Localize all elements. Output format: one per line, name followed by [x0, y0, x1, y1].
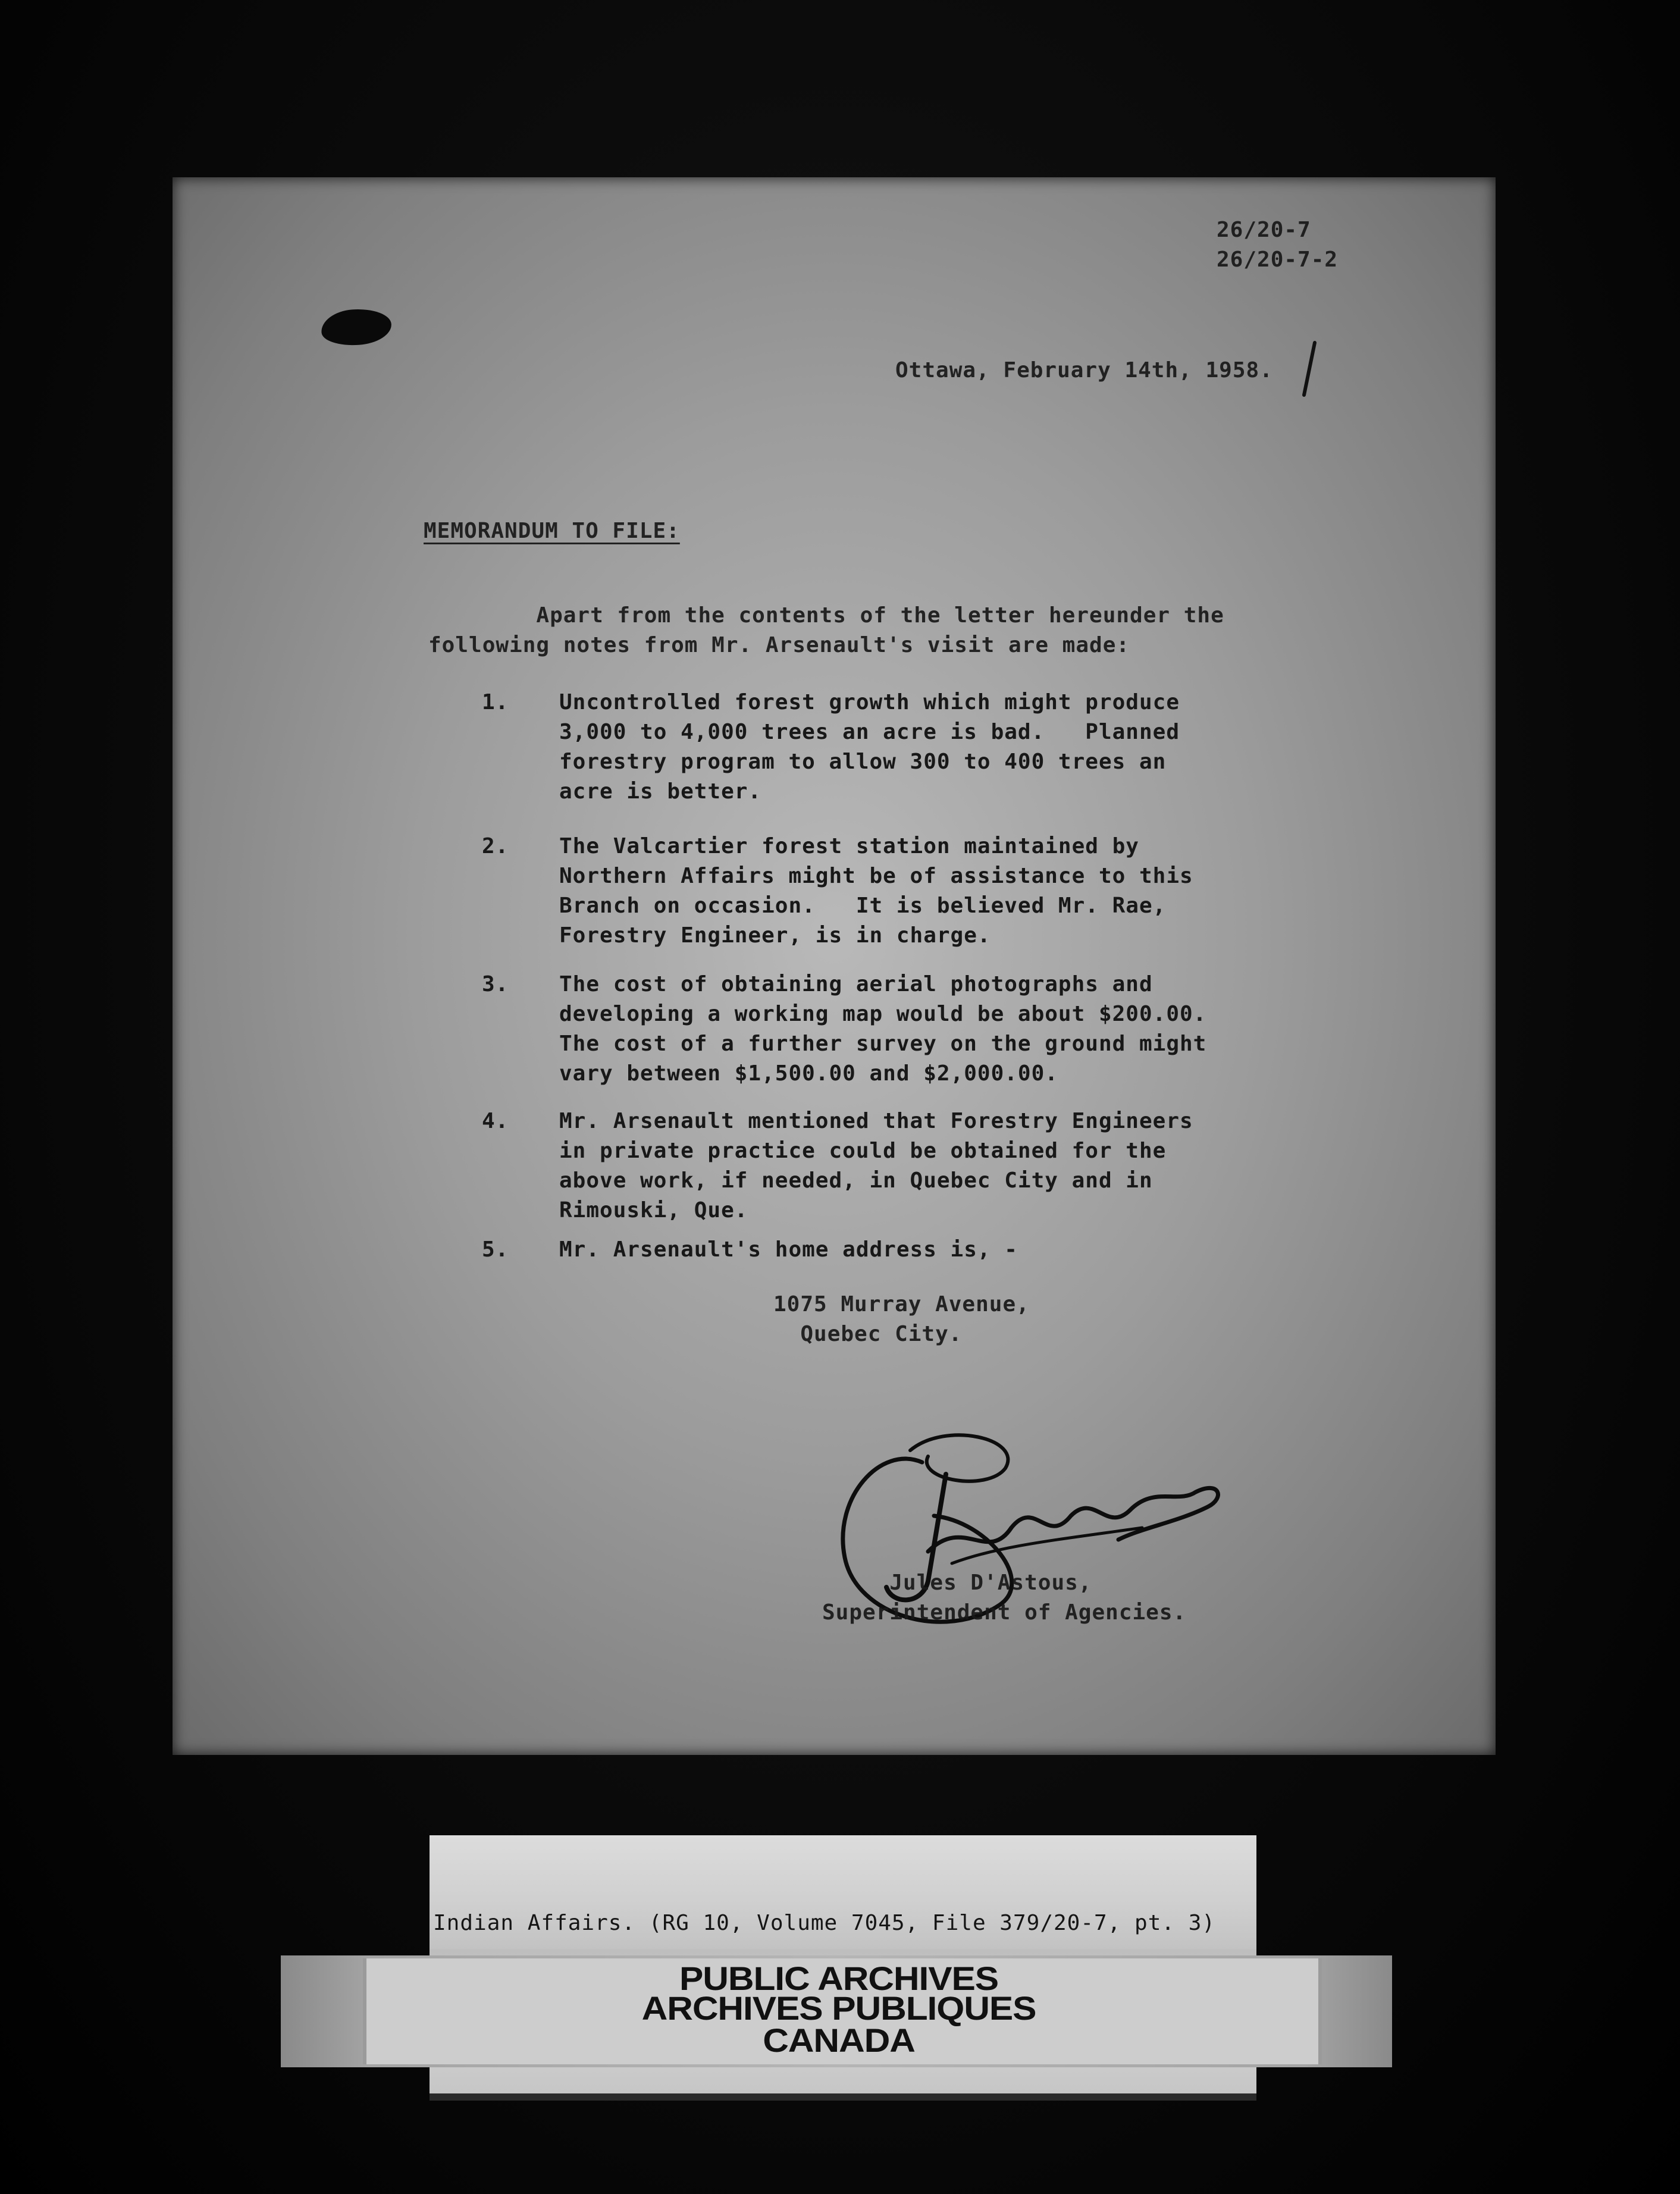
item-number: 5. — [482, 1237, 509, 1262]
item-text: Uncontrolled forest growth which might produce 3,000 to 4,000 trees an acre is bad. Planned forestry program to allow 300 to 400 trees an acre is better. — [559, 690, 1180, 804]
item-number: 1. — [482, 690, 509, 714]
archive-citation: Indian Affairs. (RG 10, Volume 7045, File 379/20-7, pt. 3) — [433, 1911, 1216, 1935]
item-number: 3. — [482, 972, 509, 996]
intro-paragraph: Apart from the contents of the letter hereunder the following notes from Mr. Arsenault's visit are made: — [428, 603, 1224, 657]
item-text: Mr. Arsenault's home address is, - — [559, 1237, 1018, 1262]
item-number: 4. — [482, 1109, 509, 1133]
film-edge — [430, 2093, 1256, 2101]
home-address: 1075 Murray Avenue, Quebec City. — [773, 1292, 1030, 1346]
memo-heading: MEMORANDUM TO FILE: — [424, 519, 680, 543]
item-text: Mr. Arsenault mentioned that Forestry Engineers in private practice could be obtained for the above work, if needed, in Quebec City and in Rimouski, Que. — [559, 1109, 1193, 1223]
stamp-line-country: CANADA — [763, 2021, 915, 2059]
signer-name-and-title: Jules D'Astous, Superintendent of Agencies. — [822, 1571, 1187, 1625]
memo-page — [173, 177, 1496, 1755]
item-number: 2. — [482, 834, 509, 858]
ink-blot-mark — [320, 307, 393, 347]
item-text: The cost of obtaining aerial photographs and developing a working map would be about $200.00. The cost of a further survey on the ground might vary between $1,500.00 and $2,000.00. — [559, 972, 1207, 1086]
date-line: Ottawa, February 14th, 1958. — [895, 358, 1273, 383]
handwritten-check-mark — [1297, 339, 1321, 399]
stamp-line-french: ARCHIVES PUBLIQUES — [641, 1989, 1036, 2027]
item-text: The Valcartier forest station maintained by Northern Affairs might be of assistance to this Branch on occasion. It is believed Mr. Rae, Forestry Engineer, is in charge. — [559, 834, 1193, 948]
stamp-line-english: PUBLIC ARCHIVES — [679, 1960, 999, 1997]
file-reference-numbers: 26/20-7 26/20-7-2 — [1217, 218, 1339, 272]
